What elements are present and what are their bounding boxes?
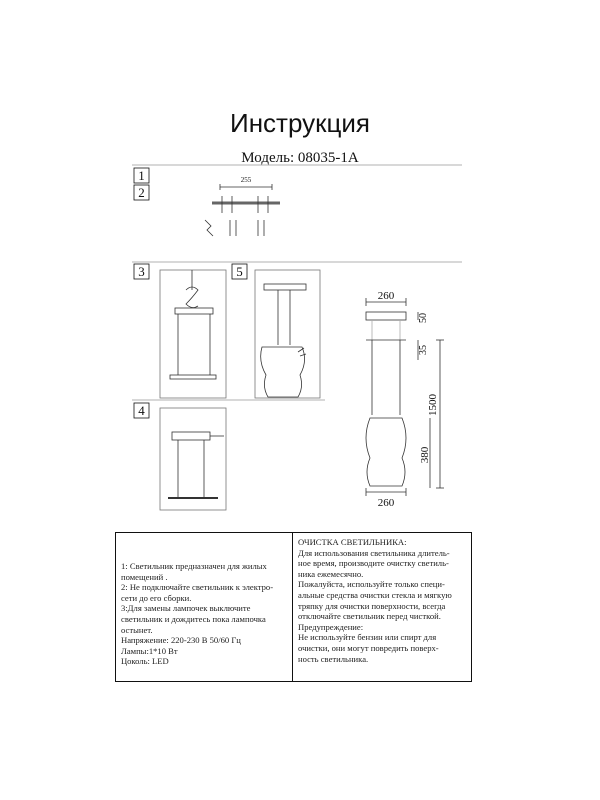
step-number-5: 5: [236, 264, 243, 279]
cleaning-line: Пожалуйста, используйте только специ-: [298, 579, 445, 590]
usage-line: 1: Светильник предназначен для жилых: [121, 561, 267, 571]
cleaning-line: Для использования светильника длитель-: [298, 547, 450, 558]
step4-frame: [160, 408, 226, 510]
cleaning-line: Предупреждение:: [298, 621, 364, 632]
usage-line: Цоколь: LED: [121, 656, 169, 667]
step-number-2: 2: [138, 185, 145, 200]
cleaning-line: отключайте светильник перед чисткой.: [298, 611, 441, 622]
cleaning-line: ное время, производите очистку светиль-: [298, 558, 449, 569]
notes-divider: [292, 533, 293, 681]
step5-diagram: [261, 284, 306, 397]
dim-canopy-height: 50: [418, 313, 429, 323]
cleaning-notes: [298, 537, 470, 664]
usage-line: 2: Не подключайте светильник к электро-: [121, 582, 274, 593]
usage-notes: [121, 561, 289, 667]
dim-canopy-width: 260: [377, 290, 395, 302]
dim-shade-width: 260: [377, 497, 395, 509]
step-number-3: 3: [138, 264, 145, 279]
cleaning-line: ность светильника.: [298, 653, 369, 664]
dim-top-width: 255: [240, 176, 252, 184]
cleaning-line: альные средства очистки стекла и мягкую: [298, 589, 452, 600]
notes-table: [115, 532, 472, 682]
usage-line: Лампы:1*10 Вт: [121, 645, 178, 656]
step-number-1: 1: [138, 168, 145, 183]
usage-line: Напряжение: 220-230 В 50/60 Гц: [121, 635, 241, 646]
cleaning-line: Не используйте бензин или спирт для: [298, 632, 437, 643]
cleaning-line: очистки, они могут повредить поверх-: [298, 642, 439, 653]
usage-line: 3:Для замены лампочек выключите: [121, 603, 251, 614]
usage-line: сети до его сборки.: [121, 592, 192, 603]
mounting-diagram: [205, 184, 280, 236]
cleaning-line: ника ежемесячно.: [298, 568, 364, 579]
dim-total-height: 1500: [427, 394, 439, 416]
cleaning-line: ОЧИСТКА СВЕТИЛЬНИКА:: [298, 537, 407, 547]
page-title: Инструкция: [230, 108, 370, 138]
step4-diagram: [168, 432, 224, 498]
usage-line: светильник и дождитесь пока лампочка: [121, 613, 266, 624]
step3-diagram: [170, 270, 216, 379]
usage-line: остынет.: [121, 624, 153, 635]
cleaning-line: тряпку для очистки поверхности, всегда: [298, 600, 446, 611]
step-number-4: 4: [138, 403, 145, 418]
dim-gap: 35: [418, 345, 429, 355]
model-number: Модель: 08035-1A: [241, 150, 359, 166]
dim-shade-height: 380: [419, 446, 431, 464]
usage-line: помещений .: [121, 571, 168, 582]
